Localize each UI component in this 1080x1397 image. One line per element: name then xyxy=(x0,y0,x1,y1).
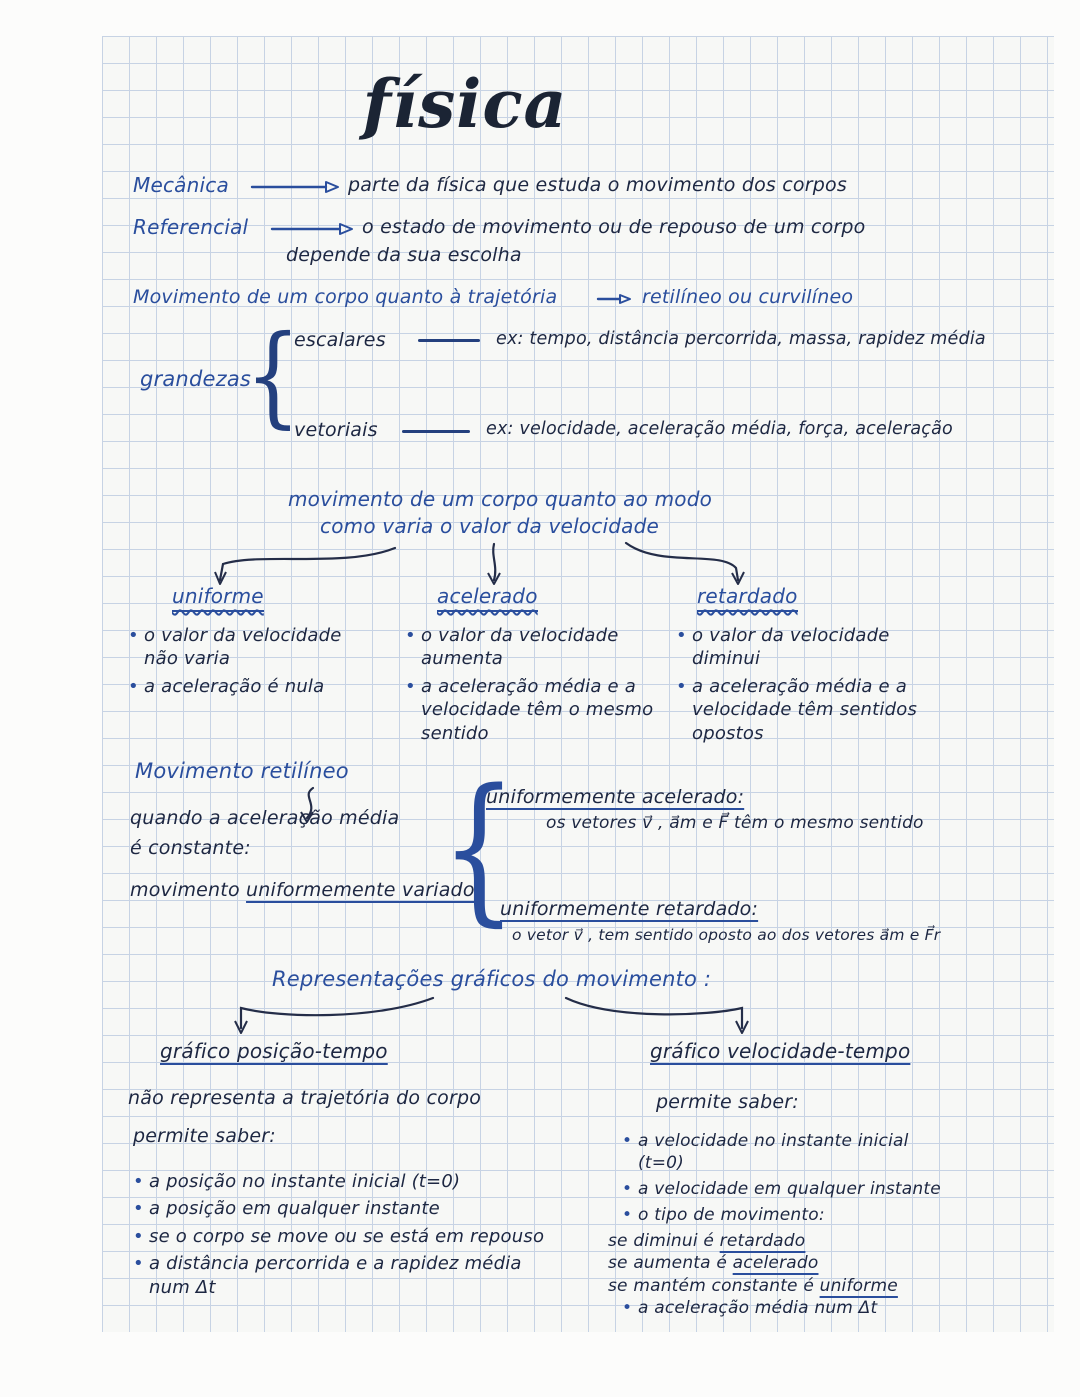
list-item: • a posição em qualquer instante xyxy=(133,1197,553,1220)
tipo-line xyxy=(608,1230,952,1252)
def-referencial-cont: depende da sua escolha xyxy=(286,244,522,266)
modo-line1: movimento de um corpo quanto ao modo xyxy=(288,487,713,511)
tipo-em: acelerado xyxy=(732,1253,819,1274)
tipo-pre: se mantém constante é xyxy=(608,1275,814,1296)
arrow-right-icon xyxy=(252,180,340,194)
tipo-em: uniforme xyxy=(819,1275,898,1296)
grandezas-label: grandezas xyxy=(140,367,252,391)
grafico-posicao-note: não representa a trajetória do corpo xyxy=(128,1087,482,1109)
list-item: • o valor da velocidade aumenta xyxy=(405,624,670,671)
uniforme-points xyxy=(128,624,378,702)
list-item: • a aceleração média e a velocidade têm o mesmo sentido xyxy=(405,675,670,745)
list-item: • a distância percorrida e a rapidez média num Δt xyxy=(133,1252,553,1299)
acelerado-points xyxy=(405,624,670,749)
curved-arrow-left-icon xyxy=(225,990,440,1040)
retilineo-mov-line xyxy=(130,878,475,903)
list-item: • o tipo de movimento: xyxy=(622,1204,952,1226)
def-mecanica: parte da física que estuda o movimento dos corpos xyxy=(348,174,847,196)
arrow-right-icon xyxy=(272,222,354,236)
escalares-examples: ex: tempo, distância percorrida, massa, rapidez média xyxy=(496,329,986,349)
grafico-velocidade-permite: permite saber: xyxy=(656,1091,799,1113)
small-arrow-right-icon xyxy=(598,292,632,306)
tipo-em: retardado xyxy=(719,1231,806,1252)
tipo-pre: se diminui é xyxy=(608,1231,715,1252)
unif-retardado-title: uniformemente retardado: xyxy=(500,898,759,920)
grafico-posicao-points xyxy=(133,1170,553,1303)
retilineo-cond1: quando a aceleração média xyxy=(130,807,400,829)
grafico-posicao-permite: permite saber: xyxy=(133,1125,276,1147)
retilineo-cond2: é constante: xyxy=(130,837,251,859)
list-item: • a posição no instante inicial (t=0) xyxy=(133,1170,553,1193)
grafico-velocidade-points xyxy=(608,1130,952,1323)
list-item: • a aceleração média e a velocidade têm sentidos opostos xyxy=(676,675,934,745)
modo-line2: como varia o valor da velocidade xyxy=(320,514,659,538)
def-referencial: o estado de movimento ou de repouso de um corpo xyxy=(362,216,866,238)
list-item: • a velocidade em qualquer instante xyxy=(622,1178,952,1200)
list-item: • se o corpo se move ou se está em repouso xyxy=(133,1225,553,1248)
tipo-line xyxy=(608,1275,952,1297)
list-item: • o valor da velocidade diminui xyxy=(676,624,934,671)
grafico-velocidade-title: gráfico velocidade-tempo xyxy=(650,1039,911,1063)
tipo-pre: se aumenta é xyxy=(608,1253,728,1274)
dash-line-icon xyxy=(402,430,470,433)
heading-uniforme: uniforme xyxy=(172,583,264,612)
trajetoria-lead: Movimento de um corpo quanto à trajetória xyxy=(133,286,558,308)
curly-brace-icon: { xyxy=(245,311,301,439)
mov-word: movimento xyxy=(130,879,240,901)
heading-retardado: retardado xyxy=(697,583,798,612)
unif-retardado-desc: o vetor v⃗ , tem sentido oposto ao dos vetores a⃗m e F⃗r xyxy=(512,926,941,944)
curly-brace-icon: { xyxy=(440,754,518,941)
trajetoria-result: retilíneo ou curvilíneo xyxy=(642,286,854,308)
term-mecanica: Mecânica xyxy=(133,173,229,197)
list-item: • a velocidade no instante inicial (t=0) xyxy=(622,1130,952,1174)
unif-acelerado-desc: os vetores v⃗ , a⃗m e F⃗ têm o mesmo sentido xyxy=(546,813,924,833)
escalares-label: escalares xyxy=(294,329,386,351)
vetoriais-label: vetoriais xyxy=(294,419,378,441)
curved-arrow-right-icon xyxy=(558,990,758,1040)
unif-acelerado-title: uniformemente acelerado: xyxy=(486,786,745,808)
list-item: • a aceleração é nula xyxy=(128,675,378,698)
retardado-points xyxy=(676,624,934,749)
vetoriais-examples: ex: velocidade, aceleração média, força, aceleração xyxy=(486,419,953,439)
list-item: • o valor da velocidade não varia xyxy=(128,624,378,671)
tipo-line xyxy=(608,1252,952,1274)
dash-line-icon xyxy=(418,339,480,342)
list-item: • a aceleração média num Δt xyxy=(622,1297,952,1319)
grafico-posicao-title: gráfico posição-tempo xyxy=(160,1039,388,1063)
mov-tipo: uniformemente variado xyxy=(246,879,475,901)
retilineo-title: Movimento retilíneo xyxy=(135,759,349,783)
page-title: física xyxy=(362,65,568,143)
heading-acelerado: acelerado xyxy=(437,583,538,612)
term-referencial: Referencial xyxy=(133,215,249,239)
graficos-title: Representações gráficos do movimento : xyxy=(272,967,712,991)
